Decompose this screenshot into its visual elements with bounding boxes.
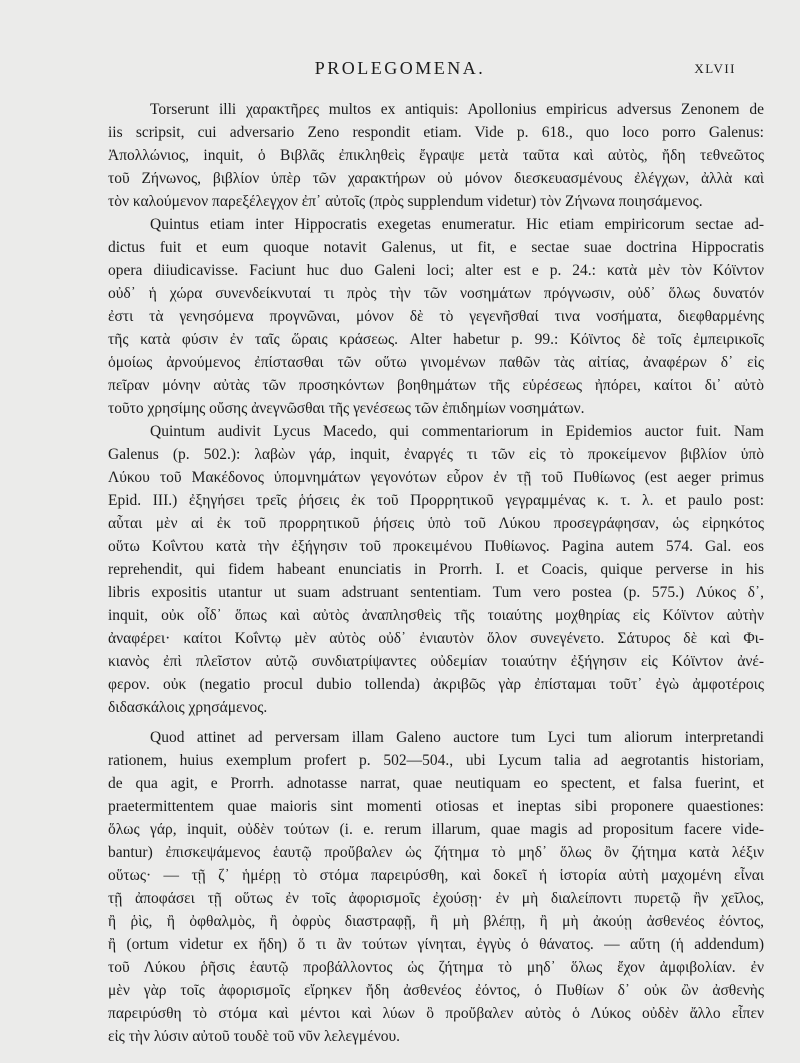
text-line: Galenus (p. 502.): λαβὼν γάρ, inquit, ἐναργές τι τῶν εἰς τὸ προκείμενον βιβλίον ὑπὸ (108, 446, 764, 463)
text-line: Quintum audivit Lycus Macedo, qui commentariorum in Epidemios auctor fuit. Nam (150, 423, 764, 440)
text-line: Torserunt illi χαρακτῆρες multos ex antiquis: Apollonius empiricus adversus Zenonem de (150, 101, 764, 118)
text-line: ἢ ῥὶς, ἢ ὀφθαλμὸς, ἢ ὀφρὺς διαστραφῇ, ἢ μὴ βλέπῃ, ἢ μὴ ἀκούῃ ἀσθενέος ἐόντος, (108, 913, 764, 930)
body-text (108, 98, 764, 1048)
text-line: rationem, huius exemplum profert p. 502—504., ubi Lycum talia ad aegrotantis historiam, (108, 752, 764, 769)
text-line: τὸν καλούμενον παρεξέλεγχον ἐπ᾽ αὐτοῖς (πρὸς supplendum videtur) τὸν Ζήνωνα ποιησάμενος. (108, 193, 703, 210)
text-line: εἰς τὴν λύσιν αὐτοῦ τουδὲ τοῦ νῦν λελεγμένου. (108, 1028, 401, 1045)
paragraph (108, 213, 764, 420)
text-line: ἐστι τὰ γενησόμενα προγνῶναι, μόνον δὲ τὸ γεγενῆσθαί τινα νοσήματα, διεφθαρμένης (108, 308, 764, 325)
text-line: τῆς κατὰ φύσιν ἐν ταῖς ὥραις κράσεως. Alter habetur p. 99.: Κόϊντος δὲ τοῖς ἐμπειρικοῖς (108, 331, 764, 348)
page-number: XLVII (694, 61, 736, 76)
text-line: ὅλως γάρ, inquit, οὐδὲν τούτων (i. e. rerum illarum, quae magis ad propositum facere vide- (108, 821, 764, 838)
text-line: τοῦ Λύκου ῥῆσις ἑαυτῷ προβάλλοντος ὡς ζήτημα τὸ μηδ᾽ ὅλως ἔχον ἀμφιβολίαν. ἐν (108, 959, 764, 976)
text-line: οὐδ᾽ ἡ χώρα συνενδείκνυταί τι πρὸς τὴν τῶν νοσημάτων πρόγνωσιν, οὐδ᾽ ὅλως δυνατόν (108, 285, 764, 302)
text-line: ὁμοίως ἀρνούμενος ἐπίστασθαι τῶν οὕτω γινομένων παθῶν τὰς αἰτίας, ἀναφέρων δ᾽ εἰς (108, 354, 764, 371)
text-line: ἀναφέρει· καίτοι Κοΐντῳ μὲν αὐτὸς οὐδ᾽ ἐνιαυτὸν ὅλον συνεγένετο. Σάτυρος δὲ καὶ Φι- (108, 630, 764, 647)
text-line: πεῖραν μόνην αὐτὰς τῶν προσηκόντων βοηθημάτων τῆς εὑρέσεως ἠπόρει, καίτοι δι᾽ αὐτὸ (108, 377, 764, 394)
text-line: Quod attinet ad perversam illam Galeno auctore tum Lyci tum aliorum interpretandi (150, 729, 764, 746)
text-line: ἢ (ortum videtur ex ἤδη) ὅ τι ἂν τούτων γίνηται, ἐγγὺς ὁ θάνατος. — αὕτη (ἡ addendum) (108, 936, 764, 953)
text-line: reprehendit, qui fidem habeant enunciatis in Prorrh. I. et Coacis, quique perverse in his (108, 561, 764, 578)
text-line: Epid. III.) ἐξηγήσει τρεῖς ῥήσεις ἐκ τοῦ Προρρητικοῦ γεγραμμένας κ. τ. λ. et paulo post: (108, 492, 764, 509)
paragraph (108, 726, 764, 1048)
text-line: bantur) ἐπισκεψάμενος ἑαυτῷ προὔβαλεν ὡς ζήτημα τὸ μηδ᾽ ὅλως ὂν ζήτημα κατὰ λέξιν (108, 844, 764, 861)
page-header (0, 58, 800, 88)
text-line: libris expositis utantur ut suam adstruant sententiam. Tum vero postea (p. 575.) Λύκος δ᾽, (108, 584, 764, 601)
text-line: κιανὸς ἐπὶ πλεῖστον αὐτῷ συνδιατρίψαντες οὐδεμίαν τοιαύτην ἐξήγησιν εἰς Κόϊντον ἀνέ- (108, 653, 764, 670)
text-line: φερον. οὐκ (negatio procul dubio tollenda) ἀκριβῶς γὰρ ἐπίσταμαι τοῦτ᾽ ἐγὼ ἀμφοτέροις (108, 676, 764, 693)
text-line: τοῦτο χρησίμης οὔσης ἀνεγνῶσθαι τῆς γενέσεως τῶν ἐπιδημίων νοσημάτων. (108, 400, 585, 417)
text-line: τοῦ Ζήνωνος, βιβλίον ὑπὲρ τῶν χαρακτήρων οὐ μόνον διεσκευασμένους ἐλέγχων, ἀλλὰ καὶ (108, 170, 764, 187)
paragraph (108, 98, 764, 213)
text-line: dictus fuit et eum quoque notavit Galenus, ut fit, e sectae suae doctrina Hippocratis (108, 239, 764, 256)
text-line: αὗται μὲν αἱ ἐκ τοῦ προρρητικοῦ ῥήσεις ὑπὸ τοῦ Λύκου προσεγράφησαν, ὡς εἰρηκότος (108, 515, 764, 532)
text-line: de qua agit, e Prorrh. adnotasse narrat, quae neutiquam eo spectent, et falsa fuerint, et (108, 775, 764, 792)
text-line: opera diiudicavisse. Faciunt huc duo Galeni loci; alter est e p. 24.: κατὰ μὲν τὸν Κόϊντον (108, 262, 764, 279)
text-line: παρειρύσθη τὸ στόμα καὶ μέντοι καὶ λύων ὃ προὔβαλεν αὐτὸς ὁ Λύκος οὐδὲν ἄλλο εἶπεν (108, 1005, 764, 1022)
text-line: οὕτω Κοΐντου κατὰ τὴν ἐξήγησιν τοῦ προκειμένου Πυθίωνος. Pagina autem 574. Gal. eos (108, 538, 764, 555)
text-line: inquit, οὐκ οἶδ᾽ ὅπως καὶ αὐτὸς ἀναπλησθεὶς τῆς τοιαύτης μοχθηρίας εἰς Κόϊντον αὐτὴν (108, 607, 764, 624)
running-title: PROLEGOMENA. (314, 58, 486, 78)
text-line: praetermittentem quae maioris sint momenti otiosas et ineptas sibi proponere quaestiones: (108, 798, 764, 815)
paragraph (108, 420, 764, 719)
text-line: iis scripsit, cui adversario Zeno respondit etiam. Vide p. 618., quo loco porro Galenus: (108, 124, 764, 141)
text-line: Ἀπολλώνιος, inquit, ὁ Βιβλᾶς ἐπικληθεὶς ἔγραψε μετὰ ταῦτα καὶ αὐτὸς, ἤδη τεθνεῶτος (108, 147, 764, 164)
text-line: διδασκάλοις χρησάμενος. (108, 699, 268, 716)
text-line: μὲν γὰρ τοῖς ἀφορισμοῖς εἴρηκεν ἤδη ἀσθενέος ἐόντος, ὁ Πυθίων δ᾽ οὐκ ὢν ἀσθενὴς (108, 982, 764, 999)
text-line: Quintus etiam inter Hippocratis exegetas enumeratur. Hic etiam empiricorum sectae ad- (150, 216, 764, 233)
text-line: οὕτως· — τῇ ζ᾽ ἡμέρῃ τὸ στόμα παρειρύσθη, καὶ δοκεῖ ἡ ἱστορία αὐτὴ μαχομένη εἶναι (108, 867, 764, 884)
text-line: Λύκου τοῦ Μακέδονος ὑπομνημάτων γεγονότων εὗρον ἐν τῇ τοῦ Πυθίωνος (est aeger primus (108, 469, 764, 486)
text-line: τῇ ἀποφάσει τῇ οὕτως ἐν τοῖς ἀφορισμοῖς ἐχούσῃ· ἐν μὴ διαλείποντι πυρετῷ ἢν χεῖλος, (108, 890, 764, 907)
